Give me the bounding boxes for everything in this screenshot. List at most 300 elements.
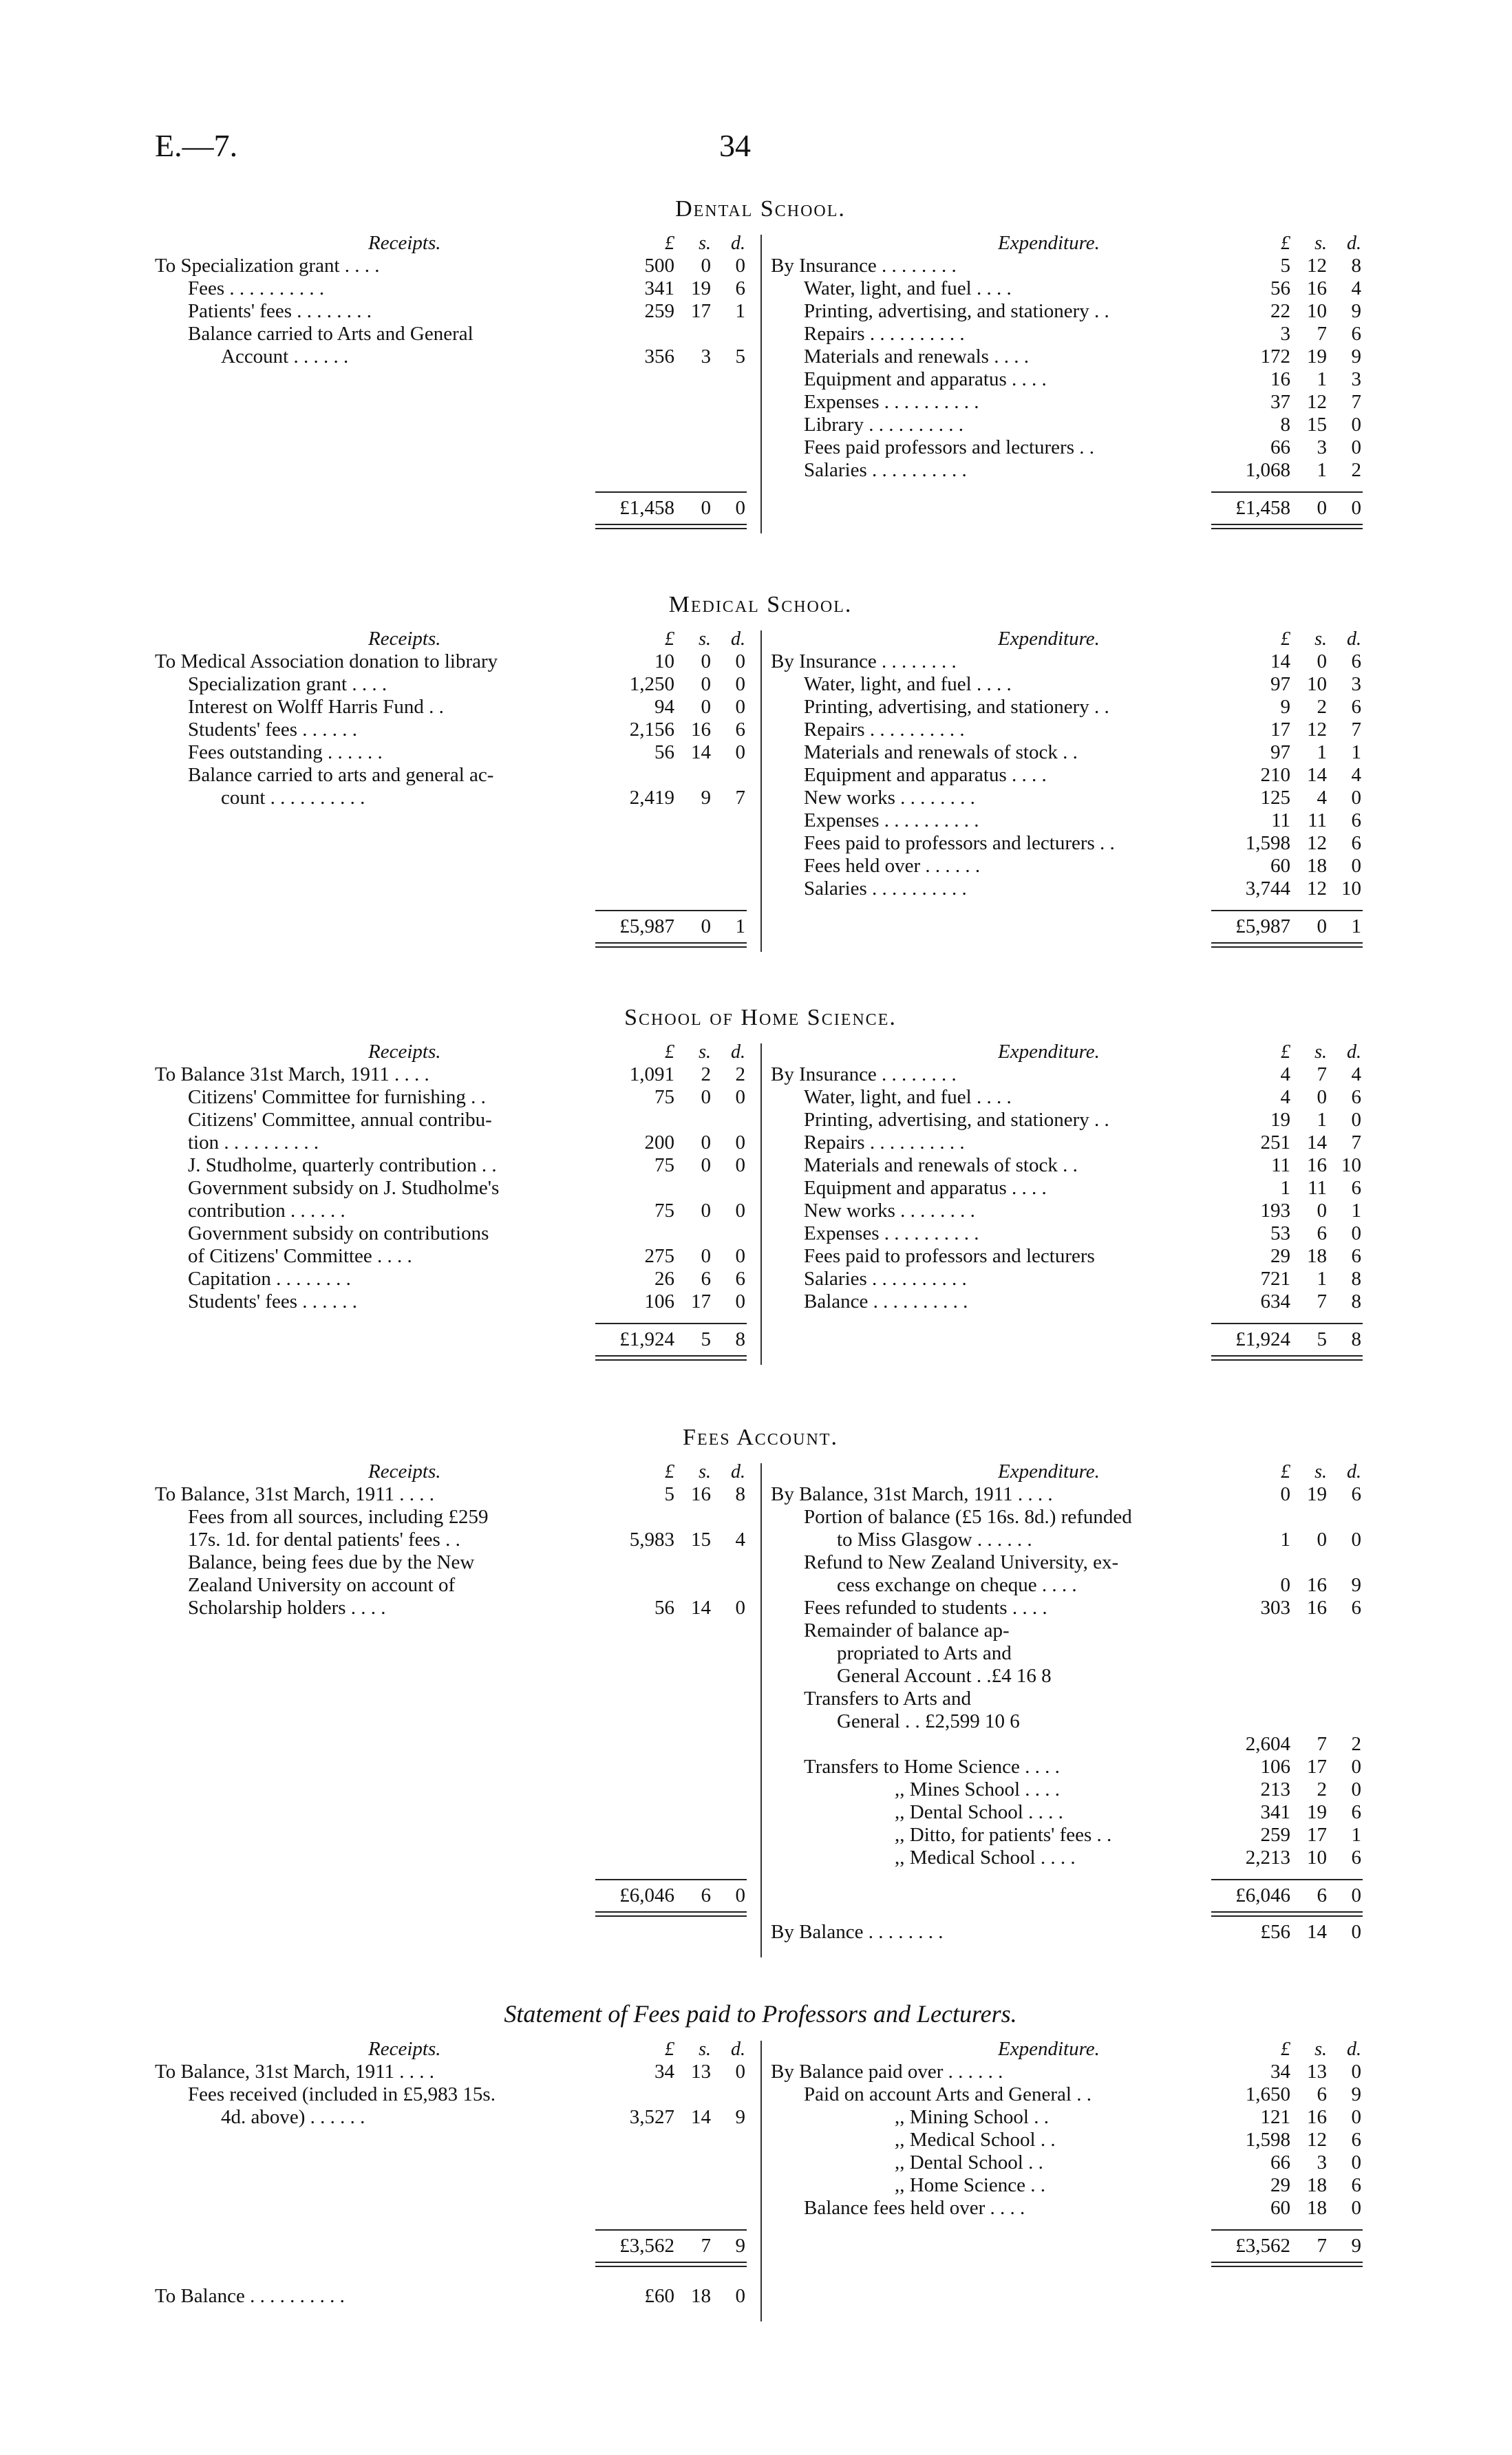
- column-heading-label: Receipts.: [368, 2038, 441, 2060]
- shillings-value: 3: [1317, 436, 1327, 458]
- pence-value: 3: [1351, 368, 1361, 390]
- pence-value: 7: [735, 787, 745, 809]
- pence-value: 0: [1351, 787, 1361, 809]
- line-description: Government subsidy on contributions: [188, 1222, 489, 1244]
- shillings-value: 1: [1317, 368, 1327, 390]
- shillings-value: 17: [691, 300, 711, 322]
- unit-heading: s.: [1314, 2039, 1327, 2060]
- pence-value: 4: [1351, 764, 1361, 786]
- expenditure-column: [771, 1041, 1366, 1350]
- expenditure-line: [771, 673, 1366, 696]
- expenditure-line: [771, 2151, 1366, 2174]
- shillings-value: 17: [1307, 1824, 1327, 1846]
- line-description: Government subsidy on J. Studholme's: [188, 1177, 500, 1199]
- pounds-value: 19: [1270, 1109, 1290, 1131]
- pence-value: 0: [735, 650, 745, 672]
- double-rule: [1211, 2262, 1363, 2267]
- line-description: Salaries . . . . . . . . . .: [804, 878, 967, 900]
- pence-value: 0: [735, 1290, 745, 1312]
- line-description: To Specialization grant . . . .: [155, 255, 380, 277]
- shillings-value: 0: [701, 650, 711, 672]
- shillings-value: 14: [1307, 1131, 1327, 1154]
- column-heading-label: Receipts.: [368, 628, 441, 650]
- expenditure-line: [771, 1063, 1366, 1086]
- total-row: [155, 1884, 750, 1907]
- receipt-line: [155, 1086, 750, 1109]
- line-description: Materials and renewals . . . .: [804, 346, 1029, 368]
- expenditure-line: [771, 1131, 1366, 1154]
- pounds-value: £3,562: [619, 2235, 674, 2257]
- total-rule: [1211, 1879, 1363, 1880]
- expenditure-line: [771, 277, 1366, 300]
- expenditure-line: [771, 1245, 1366, 1268]
- expenditure-line: [771, 368, 1366, 391]
- unit-heading: £: [665, 2039, 674, 2060]
- pounds-value: 106: [644, 1290, 674, 1312]
- expenditure-line: [771, 787, 1366, 809]
- pounds-value: 8: [1280, 414, 1290, 436]
- column-divider: [760, 1463, 762, 1957]
- receipt-line: [155, 1574, 750, 1597]
- line-description: Refund to New Zealand University, ex-: [804, 1551, 1119, 1573]
- receipt-line: [155, 1131, 750, 1154]
- shillings-value: 7: [701, 2235, 711, 2257]
- pence-value: 7: [1351, 719, 1361, 741]
- shillings-value: 10: [1307, 673, 1327, 695]
- pence-value: 0: [1351, 2061, 1361, 2083]
- shillings-value: 15: [691, 1529, 711, 1551]
- pence-value: 9: [1351, 346, 1361, 368]
- shillings-value: 1: [1317, 741, 1327, 763]
- line-description: Students' fees . . . . . .: [188, 719, 358, 741]
- ledger-columns: [155, 1041, 1366, 1365]
- pence-value: 0: [1351, 414, 1361, 436]
- pounds-value: 106: [1260, 1756, 1290, 1778]
- line-description: Repairs . . . . . . . . . .: [804, 1131, 965, 1154]
- pence-value: 0: [1351, 1529, 1361, 1551]
- expenditure-line: [771, 832, 1366, 855]
- line-description: Citizens' Committee for furnishing . .: [188, 1086, 486, 1108]
- total-rule: [595, 1879, 747, 1880]
- expenditure-heading: [771, 1460, 1366, 1483]
- unit-heading: d.: [1347, 628, 1361, 650]
- column-heading-label: Expenditure.: [998, 232, 1100, 254]
- pounds-value: £6,046: [619, 1884, 674, 1906]
- column-divider: [760, 630, 762, 952]
- total-rule: [1211, 1323, 1363, 1324]
- double-rule: [595, 524, 747, 529]
- expenditure-heading: [771, 628, 1366, 650]
- line-description: ,, Medical School . .: [895, 2129, 1056, 2151]
- receipt-line: [155, 696, 750, 719]
- shillings-value: 12: [1307, 832, 1327, 854]
- line-description: Paid on account Arts and General . .: [804, 2083, 1092, 2105]
- pounds-value: 97: [1270, 741, 1290, 763]
- line-description: To Balance, 31st March, 1911 . . . .: [155, 2061, 435, 2083]
- shillings-value: 19: [1307, 1801, 1327, 1823]
- expenditure-line: [771, 1177, 1366, 1200]
- line-description: Account . . . . . .: [221, 346, 349, 368]
- pence-value: 0: [735, 2061, 745, 2083]
- pence-value: 4: [1351, 277, 1361, 299]
- expenditure-column: [771, 628, 1366, 937]
- shillings-value: 14: [1307, 764, 1327, 786]
- line-description: ,, Mines School . . . .: [895, 1778, 1061, 1800]
- line-description: ,, Home Science . .: [895, 2174, 1046, 2196]
- line-description: cess exchange on cheque . . . .: [837, 1574, 1077, 1596]
- expenditure-line: [771, 764, 1366, 787]
- line-description: Printing, advertising, and stationery . .: [804, 1109, 1109, 1131]
- line-description: Fees paid to professors and lecturers: [804, 1245, 1095, 1267]
- pence-value: 8: [735, 1328, 745, 1350]
- shillings-value: 17: [691, 1290, 711, 1312]
- line-description: 17s. 1d. for dental patients' fees . .: [188, 1529, 460, 1551]
- shillings-value: 16: [1307, 1597, 1327, 1619]
- line-description: Fees held over . . . . . .: [804, 855, 981, 877]
- pence-value: 1: [1351, 1200, 1361, 1222]
- closing-balance-row: [155, 2285, 750, 2308]
- pence-value: 0: [735, 1200, 745, 1222]
- pounds-value: 14: [1270, 650, 1290, 672]
- section-title: Medical School.: [668, 592, 853, 617]
- line-description: To Medical Association donation to library: [155, 650, 498, 672]
- ledger-columns: [155, 2038, 1366, 2321]
- expenditure-line: [771, 436, 1366, 459]
- ledger-columns: [155, 628, 1366, 952]
- line-description: Remainder of balance ap-: [804, 1619, 1010, 1641]
- receipt-line: [155, 1290, 750, 1313]
- expenditure-line: [771, 878, 1366, 900]
- pounds-value: 9: [1280, 696, 1290, 718]
- expenditure-line: [771, 1801, 1366, 1824]
- expenditure-line: [771, 255, 1366, 277]
- shillings-value: 11: [1308, 809, 1327, 831]
- expenditure-line: [771, 2083, 1366, 2106]
- total-row: [771, 1884, 1366, 1907]
- pounds-value: 17: [1270, 719, 1290, 741]
- expenditure-line: [771, 1847, 1366, 1869]
- medical-school-account: [155, 592, 1366, 952]
- line-description: Water, light, and fuel . . . .: [804, 1086, 1012, 1108]
- shillings-value: 19: [1307, 1483, 1327, 1505]
- shillings-value: 16: [691, 1483, 711, 1505]
- pounds-value: 56: [1270, 277, 1290, 299]
- shillings-value: 0: [1317, 915, 1327, 937]
- pounds-value: 16: [1270, 368, 1290, 390]
- shillings-value: 17: [1307, 1756, 1327, 1778]
- shillings-value: 4: [1317, 787, 1327, 809]
- pence-value: 6: [1351, 1086, 1361, 1108]
- line-description: Zealand University on account of: [188, 1574, 456, 1596]
- pence-value: 2: [1351, 1733, 1361, 1755]
- unit-heading: £: [665, 233, 674, 254]
- pence-value: 2: [735, 1063, 745, 1085]
- expenditure-heading: [771, 2038, 1366, 2061]
- pounds-value: 3: [1280, 323, 1290, 345]
- unit-heading: £: [665, 628, 674, 650]
- receipt-line: [155, 1222, 750, 1245]
- shillings-value: 16: [691, 719, 711, 741]
- pounds-value: 341: [1260, 1801, 1290, 1823]
- pounds-value: 66: [1270, 436, 1290, 458]
- shillings-value: 11: [1308, 1177, 1327, 1199]
- double-rule: [1211, 942, 1363, 948]
- receipt-line: [155, 2061, 750, 2083]
- pounds-value: 1: [1280, 1177, 1290, 1199]
- line-description: Materials and renewals of stock . .: [804, 741, 1078, 763]
- line-description: By Insurance . . . . . . . .: [771, 1063, 957, 1085]
- pence-value: 0: [1351, 1222, 1361, 1244]
- total-rule: [1211, 910, 1363, 911]
- line-description: Expenses . . . . . . . . . .: [804, 1222, 979, 1244]
- line-description: Students' fees . . . . . .: [188, 1290, 358, 1312]
- pence-value: 9: [1351, 300, 1361, 322]
- pence-value: 6: [1351, 696, 1361, 718]
- total-row: [155, 497, 750, 520]
- expenditure-line: [771, 1688, 1366, 1710]
- column-heading-label: Expenditure.: [998, 1460, 1100, 1482]
- pence-value: 8: [1351, 1328, 1361, 1350]
- pence-value: 6: [1351, 1483, 1361, 1505]
- column-divider: [760, 1043, 762, 1365]
- total-row: [155, 1328, 750, 1351]
- shillings-value: 6: [701, 1268, 711, 1290]
- expenditure-line: [771, 1483, 1366, 1506]
- pence-value: 0: [735, 1884, 745, 1906]
- pence-value: 0: [1351, 497, 1361, 519]
- double-rule: [1211, 524, 1363, 529]
- shillings-value: 3: [701, 346, 711, 368]
- pounds-value: £5,987: [1235, 915, 1290, 937]
- pence-value: 0: [1351, 855, 1361, 877]
- unit-heading: £: [1281, 233, 1290, 254]
- pounds-value: 121: [1260, 2106, 1290, 2128]
- pounds-value: 4: [1280, 1086, 1290, 1108]
- line-description: By Insurance . . . . . . . .: [771, 650, 957, 672]
- shillings-value: 16: [1307, 2106, 1327, 2128]
- page-number: 34: [719, 128, 751, 163]
- total-row: [771, 915, 1366, 938]
- line-description: Transfers to Arts and: [804, 1688, 972, 1710]
- shillings-value: 18: [1307, 2197, 1327, 2219]
- pounds-value: 3,744: [1245, 878, 1290, 900]
- expenditure-line: [771, 346, 1366, 368]
- pence-value: 6: [1351, 1177, 1361, 1199]
- shillings-value: 6: [701, 1884, 711, 1906]
- shillings-value: 19: [691, 277, 711, 299]
- unit-heading: £: [1281, 2039, 1290, 2060]
- pounds-value: 1,598: [1245, 832, 1290, 854]
- expenditure-line: [771, 1268, 1366, 1290]
- line-description: ,, Ditto, for patients' fees . .: [895, 1824, 1112, 1846]
- shillings-value: 10: [1307, 300, 1327, 322]
- shillings-value: 5: [701, 1328, 711, 1350]
- pounds-value: 213: [1260, 1778, 1290, 1800]
- line-description: Fees refunded to students . . . .: [804, 1597, 1047, 1619]
- fees-account: [155, 1425, 1366, 1957]
- line-description: ,, Dental School . .: [895, 2151, 1043, 2174]
- pounds-value: £1,458: [1235, 497, 1290, 519]
- double-rule: [595, 1911, 747, 1917]
- shillings-value: 0: [701, 915, 711, 937]
- pounds-value: 53: [1270, 1222, 1290, 1244]
- line-description: By Balance paid over . . . . . .: [771, 2061, 1003, 2083]
- expenditure-line: [771, 741, 1366, 764]
- shillings-value: 6: [1317, 1884, 1327, 1906]
- shillings-value: 0: [1317, 1529, 1327, 1551]
- line-description: Fees from all sources, including £259: [188, 1506, 489, 1528]
- double-rule: [1211, 1911, 1363, 1917]
- pence-value: 6: [1351, 1847, 1361, 1869]
- shillings-value: 0: [1317, 1086, 1327, 1108]
- total-rule: [1211, 2229, 1363, 2231]
- shillings-value: 0: [1317, 1200, 1327, 1222]
- pounds-value: 60: [1270, 2197, 1290, 2219]
- line-description: ,, Mining School . .: [895, 2106, 1049, 2128]
- line-description: Equipment and apparatus . . . .: [804, 368, 1047, 390]
- shillings-value: 2: [1317, 1778, 1327, 1800]
- line-description: Capitation . . . . . . . .: [188, 1268, 351, 1290]
- column-heading-label: Expenditure.: [998, 1041, 1100, 1063]
- pence-value: 9: [735, 2106, 745, 2128]
- receipt-line: [155, 2083, 750, 2106]
- receipts-heading: [155, 2038, 750, 2061]
- pence-value: 6: [735, 277, 745, 299]
- expenditure-line: [771, 2197, 1366, 2220]
- line-description: of Citizens' Committee . . . .: [188, 1245, 412, 1267]
- pence-value: 6: [1351, 832, 1361, 854]
- line-description: To Balance . . . . . . . . . .: [155, 2285, 345, 2307]
- shillings-value: 16: [1307, 1574, 1327, 1596]
- pence-value: 1: [735, 300, 745, 322]
- shillings-value: 1: [1317, 459, 1327, 481]
- pounds-value: 75: [654, 1200, 674, 1222]
- pounds-value: 66: [1270, 2151, 1290, 2174]
- receipts-heading: [155, 628, 750, 650]
- line-description: Fees received (included in £5,983 15s.: [188, 2083, 496, 2105]
- line-description: Salaries . . . . . . . . . .: [804, 459, 967, 481]
- pounds-value: £1,924: [619, 1328, 674, 1350]
- receipt-line: [155, 719, 750, 741]
- pence-value: 0: [1351, 2197, 1361, 2219]
- column-heading-label: Receipts.: [368, 1460, 441, 1482]
- shillings-value: 9: [701, 787, 711, 809]
- pounds-value: 56: [654, 1597, 674, 1619]
- line-description: Patients' fees . . . . . . . .: [188, 300, 372, 322]
- line-description: Repairs . . . . . . . . . .: [804, 719, 965, 741]
- receipt-line: [155, 1597, 750, 1619]
- column-heading-label: Receipts.: [368, 1041, 441, 1063]
- pence-value: 1: [1351, 741, 1361, 763]
- line-description: Salaries . . . . . . . . . .: [804, 1268, 967, 1290]
- expenditure-line: [771, 2174, 1366, 2197]
- pounds-value: 341: [644, 277, 674, 299]
- pounds-value: 1,091: [629, 1063, 674, 1085]
- pence-value: 10: [1341, 878, 1361, 900]
- line-description: Transfers to Home Science . . . .: [804, 1756, 1060, 1778]
- pence-value: 6: [1351, 323, 1361, 345]
- pence-value: 9: [1351, 2235, 1361, 2257]
- pence-value: 1: [1351, 915, 1361, 937]
- section-title: School of Home Science.: [624, 1005, 897, 1030]
- shillings-value: 18: [1307, 855, 1327, 877]
- total-rule: [1211, 491, 1363, 493]
- line-description: Water, light, and fuel . . . .: [804, 673, 1012, 695]
- pounds-value: 172: [1260, 346, 1290, 368]
- pence-value: 9: [1351, 1574, 1361, 1596]
- pence-value: 8: [1351, 255, 1361, 277]
- dental-school-account: [155, 196, 1366, 533]
- pence-value: 0: [735, 1131, 745, 1154]
- shillings-value: 13: [691, 2061, 711, 2083]
- expenditure-line: [771, 391, 1366, 414]
- fees-statement: [155, 1999, 1366, 2321]
- pence-value: 6: [735, 1268, 745, 1290]
- expenditure-line: [771, 1222, 1366, 1245]
- unit-heading: d.: [1347, 1041, 1361, 1063]
- column-divider: [760, 235, 762, 533]
- expenditure-line: [771, 1290, 1366, 1313]
- shillings-value: 12: [1307, 878, 1327, 900]
- shillings-value: 0: [701, 696, 711, 718]
- line-description: Expenses . . . . . . . . . .: [804, 391, 979, 413]
- section-title: Dental School.: [675, 196, 846, 222]
- shillings-value: 13: [1307, 2061, 1327, 2083]
- pence-value: 0: [1351, 2151, 1361, 2174]
- expenditure-line: [771, 1109, 1366, 1131]
- shillings-value: 0: [701, 1154, 711, 1176]
- receipt-line: [155, 1063, 750, 1086]
- unit-heading: s.: [699, 2039, 711, 2060]
- receipts-column: [155, 232, 750, 519]
- pence-value: 0: [735, 1597, 745, 1619]
- line-description: By Balance . . . . . . . .: [771, 1921, 944, 1943]
- expenditure-line: [771, 719, 1366, 741]
- pounds-value: 2,156: [629, 719, 674, 741]
- unit-heading: d.: [1347, 1461, 1361, 1482]
- line-description: To Balance 31st March, 1911 . . . .: [155, 1063, 429, 1085]
- pounds-value: 1,650: [1245, 2083, 1290, 2105]
- shillings-value: 16: [1307, 277, 1327, 299]
- total-rule: [595, 1323, 747, 1324]
- pounds-value: 97: [1270, 673, 1290, 695]
- expenditure-line: [771, 414, 1366, 436]
- pounds-value: 251: [1260, 1131, 1290, 1154]
- receipt-line: [155, 1245, 750, 1268]
- pence-value: 6: [1351, 1245, 1361, 1267]
- pounds-value: 721: [1260, 1268, 1290, 1290]
- expenditure-line: [771, 1665, 1366, 1688]
- line-description: By Insurance . . . . . . . .: [771, 255, 957, 277]
- shillings-value: 0: [1317, 650, 1327, 672]
- pence-value: 0: [735, 696, 745, 718]
- line-description: Fees outstanding . . . . . .: [188, 741, 383, 763]
- double-rule: [595, 1355, 747, 1361]
- closing-balance-row: [771, 1921, 1366, 1944]
- pounds-value: £5,987: [619, 915, 674, 937]
- unit-heading: s.: [1314, 628, 1327, 650]
- expenditure-line: [771, 2129, 1366, 2151]
- pounds-value: 259: [1260, 1824, 1290, 1846]
- pence-value: 0: [735, 255, 745, 277]
- line-description: Scholarship holders . . . .: [188, 1597, 386, 1619]
- pence-value: 0: [1351, 1756, 1361, 1778]
- pence-value: 6: [1351, 1597, 1361, 1619]
- unit-heading: s.: [699, 1041, 711, 1063]
- unit-heading: s.: [1314, 1041, 1327, 1063]
- unit-heading: £: [665, 1041, 674, 1063]
- pounds-value: 0: [1280, 1483, 1290, 1505]
